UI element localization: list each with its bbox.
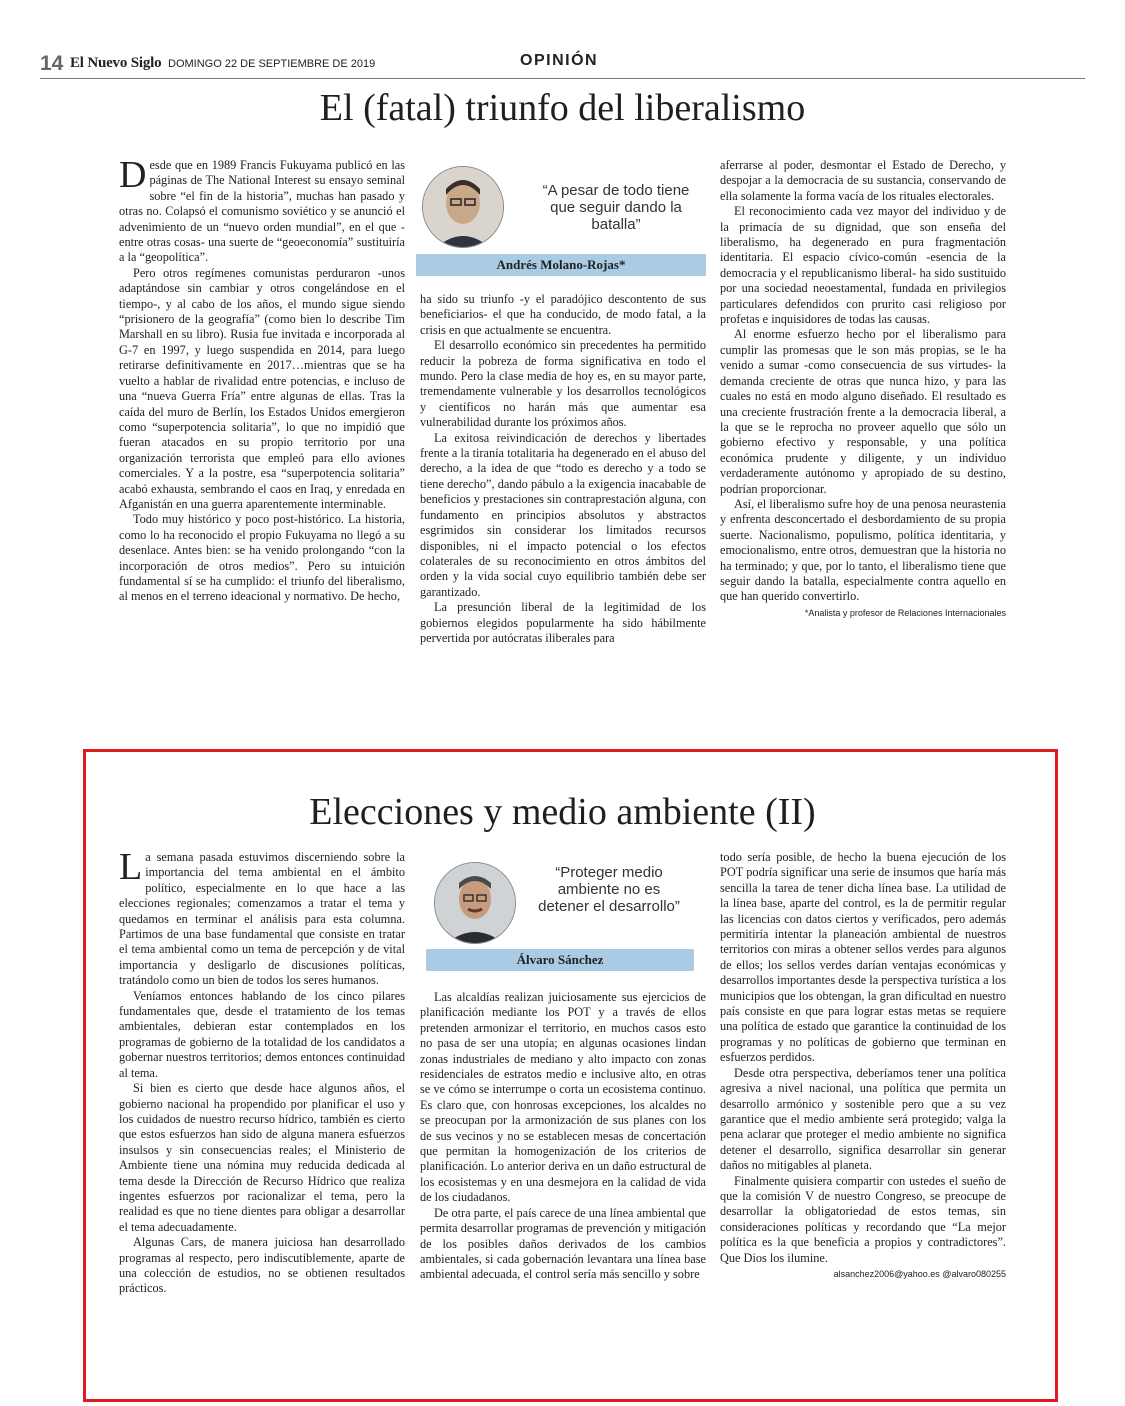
drop-cap: L [119,846,143,888]
paragraph: La semana pasada estuvimos discerniendo sobre la importancia del tema ambiental en el ámbito político, especialmente en lo que hace a las elecciones regionales; comenzamos a tratar el tema y quedamos en terminar el análisis para esta columna. Partimos de una base fundamental que consiste en tratar el tema ambiental como un tema de percepción y de vital importancia y desligarlo de discusiones políticas, tratándolo como un bien de todos los seres humanos. [119,846,405,988]
article-column-1 [119,154,405,605]
paragraph: Desde que en 1989 Francis Fukuyama publicó en las páginas de The National Interest su ensayo seminal sobre “el fin de la historia”, muchas han pasado y otras no. Colapsó el comunismo soviético y se anunció el advenimiento de un “nuevo orden mundial”, en el que -entre otras cosas- una suerte de “geoeconomía” sustituiría a la “geopolítica”. [119,154,405,265]
masthead: El Nuevo Siglo [70,55,162,71]
author-photo [434,862,516,944]
paragraph: Pero otros regímenes comunistas perduraron -unos adaptándose sin cambiar y otros congelándose en el tiempo-, y al cabo de los años, el mundo sigue siendo “prisionero de la geografía” (como bien lo describe Tim Marshall en su libro). Rusia fue invitada e incorporada al G-7 en 1997, y luego suspendida en 2014, para luego retirarse definitivamente en 2017…mientras que se ha vuelto a hablar de rivalidad entre potencias, e incluso de una “nueva Guerra Fría” entre algunas de ellas. Tras la caída del muro de Berlín, los Estados Unidos emergieron como “superpotencia solitaria”, lo que no impidió que fueran atacados en su propio territorio por una organización terrorista que empleó para ello aviones comerciales. Y a la postre, esa “superpotencia solitaria” acabó exhausta, sembrando el caos en Iraq, y enredada en Afganistán en una guerra aparentemente interminable. [119,265,405,511]
pull-quote: “A pesar de todo tiene que seguir dando la batalla” [542,182,690,233]
paragraph: El reconocimiento cada vez mayor del individuo y de la primacía de su dignidad, que son enseña del liberalismo, ha degenerado en pura fragmentación identitaria. El espacio cívico-común -esencia de la democracia y el republicanismo liberal- ha sido sustituido por una sociedad neoestamental, fundada en privilegios particulares defendidos con prurito casi religioso por profetas e inquisidores de todas las causas. [720,204,1006,327]
paragraph: Si bien es cierto que desde hace algunos años, el gobierno nacional ha propendido por planificar el uso y los cuidados de nuestro recurso hídrico, también es cierto que estos esfuerzos han sido de alguna manera esfuerzos insulsos y sin consecuencias reales; el Ministerio de Ambiente tiene una nómina muy reducida dedicada al tema desde la Dirección de Recurso Hídrico que realiza ingentes esfuerzos por racionalizar el tema, pero la realidad es que no tiene dientes para obligar a desarrollar el tema adecuadamente. [119,1081,405,1234]
article-title: Elecciones y medio ambiente (II) [309,791,816,833]
paragraph: Así, el liberalismo sufre hoy de una penosa neurastenia y enfrenta desconcertado el desbordamiento de su propia suerte. Nacionalismo, populismo, política identitaria, y emocionalismo, entre otros, demuestran que la historia no ha terminado; y que, por lo tanto, el liberalismo tiene que seguir dando la batalla, especialmente contra aquello en que han querido convertirlo. [720,496,1006,604]
section-title: OPINIÓN [520,52,599,69]
author-photo [422,166,504,248]
author-footnote: *Analista y profesor de Relaciones Internacionales [804,607,1006,618]
paragraph: Algunas Cars, de manera juiciosa han desarrollado programas al respecto, pero indiscutiblemente, aparte de una colección de estudios, no se obtienen resultados prácticos. [119,1235,405,1296]
page-header [40,52,1085,79]
paragraph: De otra parte, el país carece de una línea ambiental que permita desarrollar programas de prevención y mitigación de los posibles daños derivados de los cambios ambientales, si cada gobernación levantara una línea base ambiental adecuada, el control sería más sencillo y sobre [420,1205,706,1282]
paragraph: Las alcaldías realizan juiciosamente sus ejercicios de planificación mediante los POT y a través de ellos pretenden armonizar el territorio, en muchos casos esto no pasa de ser una utopía; en algunas ocasiones lindan zonas industriales de mediano y alto impacto con zonas residenciales de estratos medio e inclusive alto, en otras se ve cómo se interrumpe o corta un ecosistema continuo. Es claro que, con honrosas excepciones, los alcaldes no se preocupan por la armonización de sus planes con los de sus vecinos y no se establecen mesas de concertación que permitan la homogenización de los criterios de planificación. Lo anterior deriva en un daño estructural de los ecosistemas y en una desmejora en la calidad de vida de los ciudadanos. [420,990,706,1205]
paragraph: Veníamos entonces hablando de los cinco pilares fundamentales que, desde el tratamiento de los temas ambientales, debieran estar contemplados en los programas de gobierno de la totalidad de los candidatos a gobernar nuestros territorios; demos entonces continuidad al tema. [119,988,405,1080]
author-name: Andrés Molano-Rojas* [416,254,706,276]
pull-quote-box [416,158,706,276]
paragraph: aferrarse al poder, desmontar el Estado de Derecho, y despojar a la democracia de su sustancia, conservando de ella solamente la forma vacía de los rituales electorales. [720,158,1006,203]
pull-quote-box [426,854,694,972]
paragraph: Desde otra perspectiva, deberíamos tener una política agresiva a nivel nacional, una política que permita un desarrollo armónico y sostenible pero que a su vez garantice que el medio ambiente será protegido; valga la pena aclarar que proteger el medio ambiente no significa detener el desarrollo, significa desarrollar sin generar daños no mitigables al planeta. [720,1065,1006,1173]
drop-cap: D [119,154,147,196]
article-column-2 [420,292,706,646]
author-contact: alsanchez2006@yahoo.es @alvaro080255 [833,1268,1006,1279]
paragraph: Al enorme esfuerzo hecho por el liberalismo para cumplir las promesas que le son más propias, se le ha venido a sumar -como consecuencia de sus virtudes- la demanda creciente de otras que nunca hizo, y para las cuales no está en modo alguno diseñado. El resultado es una creciente frustración frente a la democracia liberal, a la que se le reprocha no proveer aquello que sólo un gobierno efectivo y responsable, y una política económica prudente y diligente, y un individuo verdaderamente autónomo y apropiado de su destino, podrían proporcionar. [720,327,1006,496]
paragraph: La presunción liberal de la legitimidad de los gobiernos elegidos popularmente ha sido hábilmente pervertida por autócratas iliberales para [420,600,706,645]
article-column-2 [420,990,706,1283]
paragraph: todo sería posible, de hecho la buena ejecución de los POT podría significar una serie de insumos que haría más sencilla la tarea de tener dicha línea base. La utilidad de la línea base, aparte del control, es la de permitir regular las licencias con datos ciertos y verificados, pero además permitiría intentar la planeación ambiental de nuestros territorios con miras a obtener sellos verdes para algunos de ellos; los sellos verdes darían ventajas económicas y desarrollos importantes desde la perspectiva turística a los municipios que los obtengan, la gran dificultad en nuestro país consiste en que para lograr estas metas se requiere una política de estado que garantice la continuidad de los programas y no políticas de gobierno que terminan en esfuerzos perdidos. [720,850,1006,1065]
author-name: Álvaro Sánchez [426,949,694,971]
article-column-3 [720,158,1006,618]
paragraph: La exitosa reivindicación de derechos y libertades frente a la tiranía totalitaria ha degenerado en el abuso del derecho, a la idea de que “todo es derecho y a todo se tiene derecho”, dando pábulo a la exigencia inacabable de beneficios y prestaciones sin contraprestación alguna, con fundamento en principios absolutos y abstractos esgrimidos sin considerar los limitados recursos disponibles, ni el impacto potencial o los efectos colaterales de su reconocimiento en otros ámbitos del orden y la vida social cuyo equilibrio también debe ser garantizado. [420,430,706,599]
paragraph: El desarrollo económico sin precedentes ha permitido reducir la pobreza de forma significativa en todo el mundo. Pero la clase media de hoy es, en su mayor parte, tremendamente vulnerable y los desarrollos tecnológicos y científicos no harán más que aumentar esa vulnerabilidad durante los próximos años. [420,338,706,430]
article-column-3 [720,850,1006,1279]
paragraph: Finalmente quisiera compartir con ustedes el sueño de que la comisión V de nuestro Congreso, se preocupe de desarrollar la obligatoriedad de estos temas, sin consideraciones políticas y recordando que “La mejor política es la que beneficia a propios y contradictores”. Que Dios los ilumine. [720,1173,1006,1265]
article-column-1 [119,846,405,1297]
paragraph: ha sido su triunfo -y el paradójico descontento de sus beneficiarios- el que ha conducido, de modo fatal, a la crisis en que actualmente se encuentra. [420,292,706,337]
pull-quote: “Proteger medio ambiente no es detener el desarrollo” [538,864,680,915]
issue-date: DOMINGO 22 DE SEPTIEMBRE DE 2019 [168,58,376,70]
page-number: 14 [40,52,64,75]
paragraph: Todo muy histórico y poco post-histórico. La historia, como lo ha reconocido el propio Fukuyama no llegó a su desenlace. Antes bien: se ha venido prolongando “con la incorporación de otros medios”. Pero su intuición fundamental sí se ha cumplido: el triunfo del liberalismo, al menos en el terreno ideacional y normativo. De hecho, [119,512,405,604]
article-title: El (fatal) triunfo del liberalismo [319,87,806,129]
